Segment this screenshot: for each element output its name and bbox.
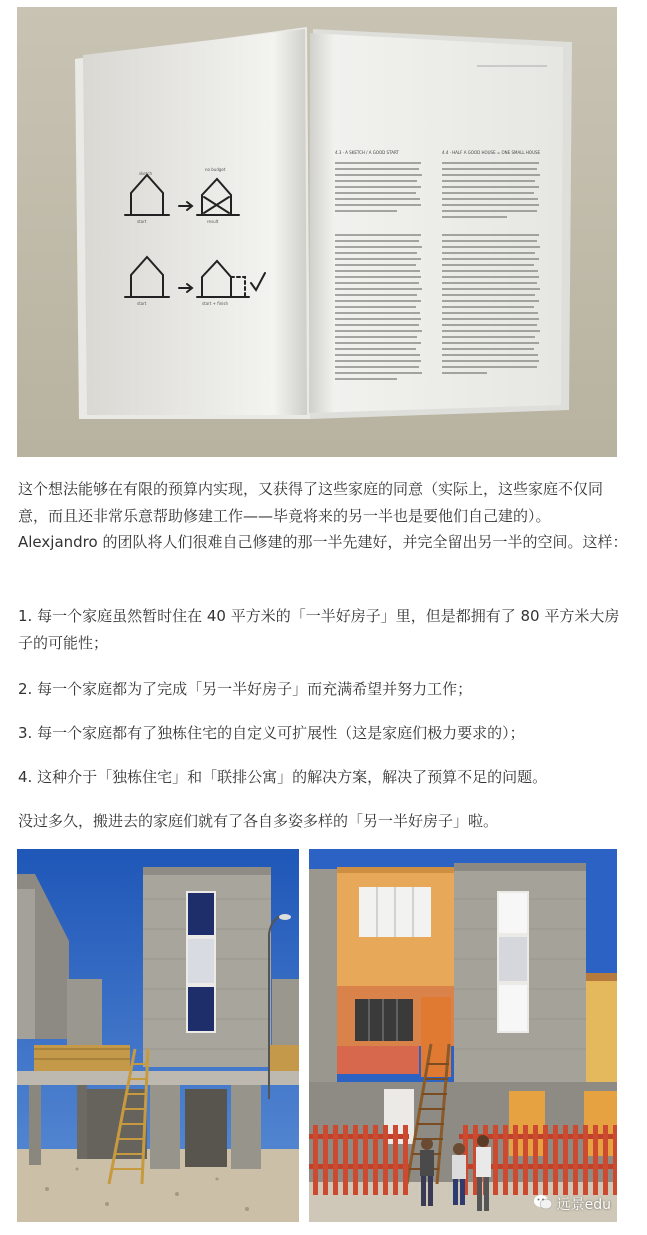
- svg-text:result: result: [207, 219, 219, 224]
- watermark: [533, 1194, 611, 1214]
- housing-photo-original: [17, 849, 299, 1222]
- svg-text:start: start: [137, 301, 147, 306]
- housing-photo-completed: [309, 849, 617, 1222]
- book-right-heading: 4.4 · HALF A GOOD HOUSE = ONE SMALL HOUSE: [442, 150, 541, 155]
- point-4: 4. 这种介于「独栋住宅」和「联排公寓」的解决方案，解决了预算不足的问题。: [18, 768, 548, 786]
- book-left-heading: 4.3 · A SKETCH / A GOOD START: [335, 150, 399, 155]
- intro-paragraph: 这个想法能够在有限的预算内实现，又获得了这些家庭的同意（实际上，这些家庭不仅同意，而且还非常乐意帮助修建工作——毕竟将来的另一半也是要他们自己建的）。Alexjandro 的团队将人们很难自己修建的那一半先建好，并完全留出另一半的空间。这样：: [18, 480, 628, 551]
- svg-text:no budget: no budget: [205, 167, 226, 172]
- svg-text:start + finish: start + finish: [202, 301, 228, 306]
- book-photo: [17, 7, 617, 457]
- point-3: 3. 每一个家庭都有了独栋住宅的自定义可扩展性（这是家庭们极力要求的）；: [18, 724, 525, 742]
- point-2: 2. 每一个家庭都为了完成「另一半好房子」而充满希望并努力工作；: [18, 680, 473, 698]
- svg-text:sketch: sketch: [139, 171, 153, 176]
- point-1: 1. 每一个家庭虽然暂时住在 40 平方米的「一半好房子」里，但是都拥有了 80 平方米大房子的可能性；: [18, 607, 620, 652]
- svg-text:start: start: [137, 219, 147, 224]
- watermark-text: 远景edu: [556, 1197, 611, 1213]
- book-illustration: [17, 7, 617, 457]
- closing-paragraph: 没过多久，搬进去的家庭们就有了各自多姿多样的「另一半好房子」啦。: [18, 812, 499, 830]
- wechat-icon: [533, 1194, 553, 1214]
